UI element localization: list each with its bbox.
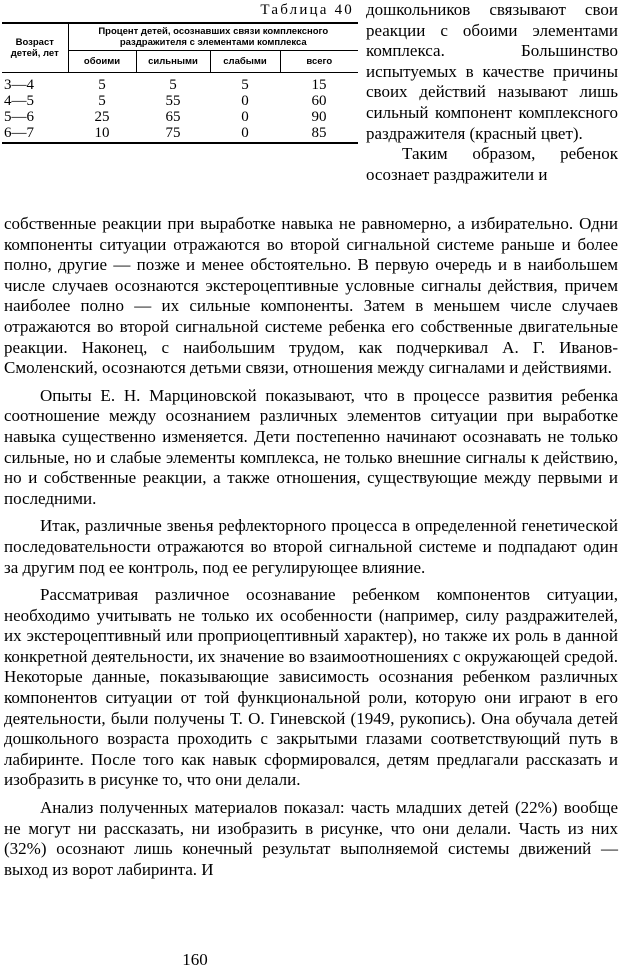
main-text xyxy=(4,214,618,887)
column-header-both: обоими xyxy=(68,51,136,73)
cell-age: 5—6 xyxy=(4,109,34,125)
column-header-strong: сильными xyxy=(136,51,210,73)
column-header-total: всего xyxy=(280,51,358,73)
side-paragraph: дошкольников связывают свои реакции с обоими элементами комплекса. Большинство испытуемых в качестве причины своих действий называют лишь сильный компонент комплексного раздражителя (красный цвет). xyxy=(366,0,618,143)
cell-both: 25 xyxy=(94,109,110,125)
cell-strong: 55 xyxy=(165,93,181,109)
cell-strong: 75 xyxy=(136,125,210,143)
cell-weak: 0 xyxy=(210,125,280,143)
paragraph: Рассматривая различное осознавание ребенком компонентов ситуации, необходимо учитывать не только их особенности (например, силу раздражителей, их экстероцептивный или проприоцептивный характер), но также их роль в данной конкретной деятельности, их значение во взаимоотношениях с окружающей средой. Некоторые данные, показывающие зависимость осознания ребенком различных компонентов ситуации от той функциональной роли, которую они играют в его деятельности, были получены Т. О. Гиневской (1949, рукопись). Она обучала детей дошкольного возраста проходить с закрытыми глазами соответствующий путь в лабиринте. После того как навык сформировался, детям предлагали рассказать и изобразить в рисунке то, что они делали. xyxy=(4,585,618,790)
side-paragraph-start: Таким образом, ребенок осознает раздражители и xyxy=(366,144,618,184)
table-block xyxy=(2,0,358,144)
cell-weak: 5 xyxy=(241,77,249,93)
side-text-column xyxy=(366,0,618,185)
cell-both: 5 xyxy=(98,93,106,109)
page-number: 160 xyxy=(182,950,208,969)
cell-strong: 5 xyxy=(169,77,177,93)
cell-weak: 0 xyxy=(241,109,249,125)
table-row xyxy=(2,93,358,109)
column-header-percent: Процент детей, осознавших связи комплексного раздражителя с элементами комплекса xyxy=(68,23,358,51)
cell-total: 85 xyxy=(280,125,358,143)
cell-total: 90 xyxy=(311,109,327,125)
cell-both: 5 xyxy=(98,77,106,93)
table-row xyxy=(2,73,358,94)
table-row xyxy=(2,125,358,143)
cell-total: 15 xyxy=(311,77,327,93)
cell-total: 60 xyxy=(311,93,327,109)
paragraph: Опыты Е. Н. Марциновской показывают, что в процессе развития ребенка соотношение между осознанием различных элементов ситуации при выработке навыка существенно изменяется. Дети постепенно начинают осознавать не только сильные, но и слабые элементы комплекса, не только внешние сигналы к действию, но и собственные реакции, а также отношения, существующие между первыми и последними. xyxy=(4,385,618,508)
paragraph: Итак, различные звенья рефлекторного процесса в определенной генетической последовательности отражаются во второй сигнальной системе и подпадают один за другим под ее контроль, под ее регулирующее влияние. xyxy=(4,516,618,577)
cell-strong: 65 xyxy=(165,109,181,125)
cell-age: 4—5 xyxy=(4,93,34,109)
cell-both: 10 xyxy=(68,125,136,143)
data-table xyxy=(2,22,358,144)
column-header-weak: слабыми xyxy=(210,51,280,73)
column-header-age: Возраст детей, лет xyxy=(2,23,68,73)
paragraph: Анализ полученных материалов показал: часть младших детей (22%) вообще не могут ни рассказать, ни изобразить в рисунке, что они делали. Часть из них (32%) осознают лишь конечный результат выполняемой системы движений — выход из ворот лабиринта. И xyxy=(4,798,618,879)
cell-weak: 0 xyxy=(241,93,249,109)
table-row xyxy=(2,109,358,125)
cell-age: 6—7 xyxy=(2,125,68,143)
table-caption: Таблица 40 xyxy=(260,2,354,18)
cell-age: 3—4 xyxy=(4,77,34,93)
paragraph: собственные реакции при выработке навыка не равномерно, а избирательно. Одни компоненты ситуации отражаются во второй сигнальной системе раньше и более полно, другие — позже и менее обстоятельно. В первую очередь и в наибольшем числе случаев осознаются экстероцептивные условные сигналы действия, причем наиболее полно — их сильные компоненты. Затем в меньшем числе случаев отражаются во второй сигнальной системе ребенка его собственные двигательные реакции. Наконец, с наибольшим трудом, как подчеркивал А. Г. Иванов-Смоленский, осознаются детьми связи, отношения между сигналами и действиями. xyxy=(4,214,618,378)
